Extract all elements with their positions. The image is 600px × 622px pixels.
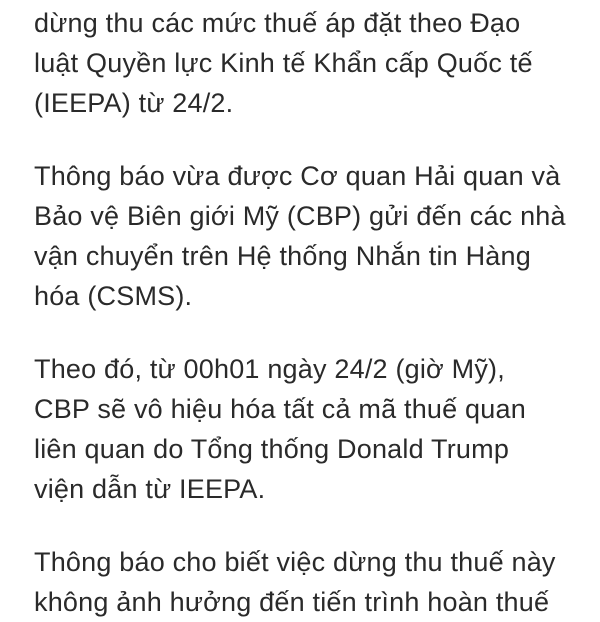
text-line: hóa (CSMS). [34,281,193,311]
text-line: Bảo vệ Biên giới Mỹ (CBP) gửi đến các nhà [34,201,566,231]
paragraph [34,349,576,509]
text-line: (IEEPA) từ 24/2. [34,88,234,118]
text-line: liên quan do Tổng thống Donald Trump [34,434,510,464]
text-line: không ảnh hưởng đến tiến trình hoàn thuế [34,587,550,617]
text-line: vận chuyển trên Hệ thống Nhắn tin Hàng [34,241,531,271]
paragraph [34,3,576,123]
text-line: viện dẫn từ IEEPA. [34,474,266,504]
text-line: Theo đó, từ 00h01 ngày 24/2 (giờ Mỹ), [34,354,505,384]
text-line: luật Quyền lực Kinh tế Khẩn cấp Quốc tế [34,48,533,78]
paragraph [34,542,576,622]
paragraph [34,156,576,316]
text-line: CBP sẽ vô hiệu hóa tất cả mã thuế quan [34,394,526,424]
text-line: dừng thu các mức thuế áp đặt theo Đạo [34,8,521,38]
text-line: Thông báo cho biết việc dừng thu thuế này [34,547,556,577]
text-line: Thông báo vừa được Cơ quan Hải quan và [34,161,561,191]
